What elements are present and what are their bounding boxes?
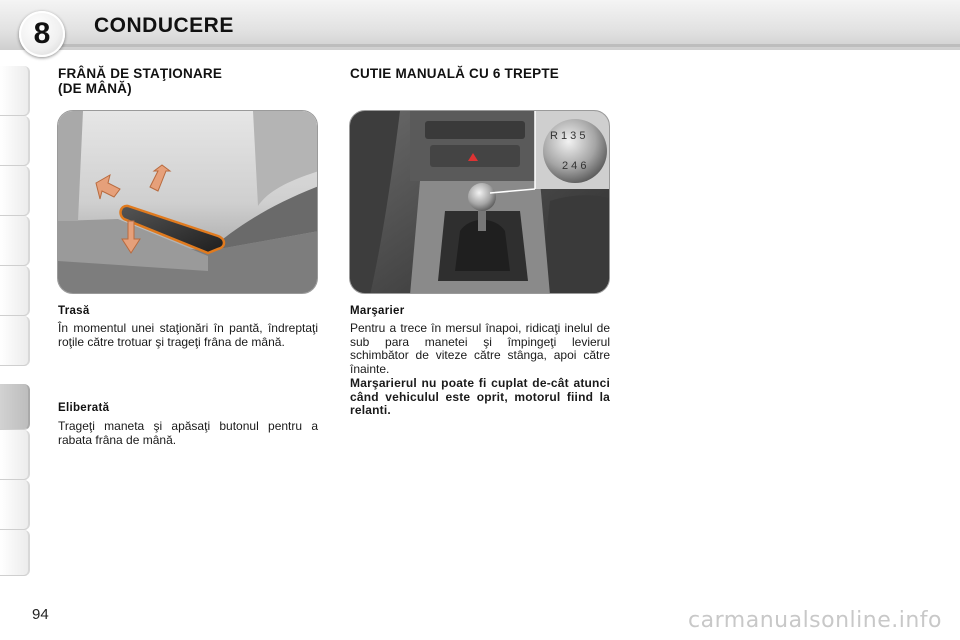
- chapter-tab[interactable]: [0, 116, 30, 166]
- chapter-title: CONDUCERE: [94, 14, 234, 37]
- handbrake-section-title: [58, 66, 222, 96]
- gear-pattern-bottom-row: 2 4 6: [562, 160, 587, 172]
- reverse-warning: Marşarierul nu poate fi cuplat de-cât atunci când vehiculul este oprit, motorul fiind la relanti.: [350, 376, 610, 418]
- chapter-tab-active[interactable]: [0, 384, 30, 430]
- handbrake-lever-photo: [57, 110, 318, 294]
- engaged-heading: Trasă: [58, 305, 90, 317]
- released-text: Trageţi maneta şi apăsaţi butonul pentru a rabata frâna de mână.: [58, 419, 318, 447]
- chapter-tabs: [0, 66, 34, 576]
- handbrake-title-line1: FRÂNĂ DE STAŢIONARE: [58, 66, 223, 81]
- chapter-tab[interactable]: [0, 216, 30, 266]
- header-rule: [60, 44, 960, 47]
- engaged-text: În momentul unei staţionări în pantă, îndreptaţi roţile către trotuar şi trageţi frâna de mână.: [58, 321, 318, 349]
- gear-pattern-top-row: R 1 3 5: [550, 130, 586, 142]
- watermark: carmanualsonline.info: [688, 608, 942, 633]
- gearbox-illustration: [350, 111, 610, 294]
- chapter-number-badge: 8: [19, 11, 65, 57]
- page-number: 94: [32, 606, 49, 623]
- gear-lever-photo: [349, 110, 610, 294]
- chapter-tab[interactable]: [0, 66, 30, 116]
- chapter-tab[interactable]: [0, 530, 30, 576]
- handbrake-illustration: [58, 111, 318, 294]
- gearbox-section-title: CUTIE MANUALĂ CU 6 TREPTE: [350, 66, 560, 81]
- chapter-tab[interactable]: [0, 316, 30, 366]
- chapter-tab[interactable]: [0, 166, 30, 216]
- chapter-tab[interactable]: [0, 480, 30, 530]
- chapter-tab[interactable]: [0, 430, 30, 480]
- released-heading: Eliberată: [58, 402, 110, 414]
- reverse-text: Pentru a trece în mersul înapoi, ridicaţi inelul de sub para manetei şi împingeţi levierul schimbător de viteze către stânga, apoi către înainte.: [350, 321, 610, 376]
- handbrake-title-line2: (DE MÂNĂ): [58, 81, 132, 96]
- reverse-heading: Marşarier: [350, 305, 405, 317]
- chapter-tab[interactable]: [0, 266, 30, 316]
